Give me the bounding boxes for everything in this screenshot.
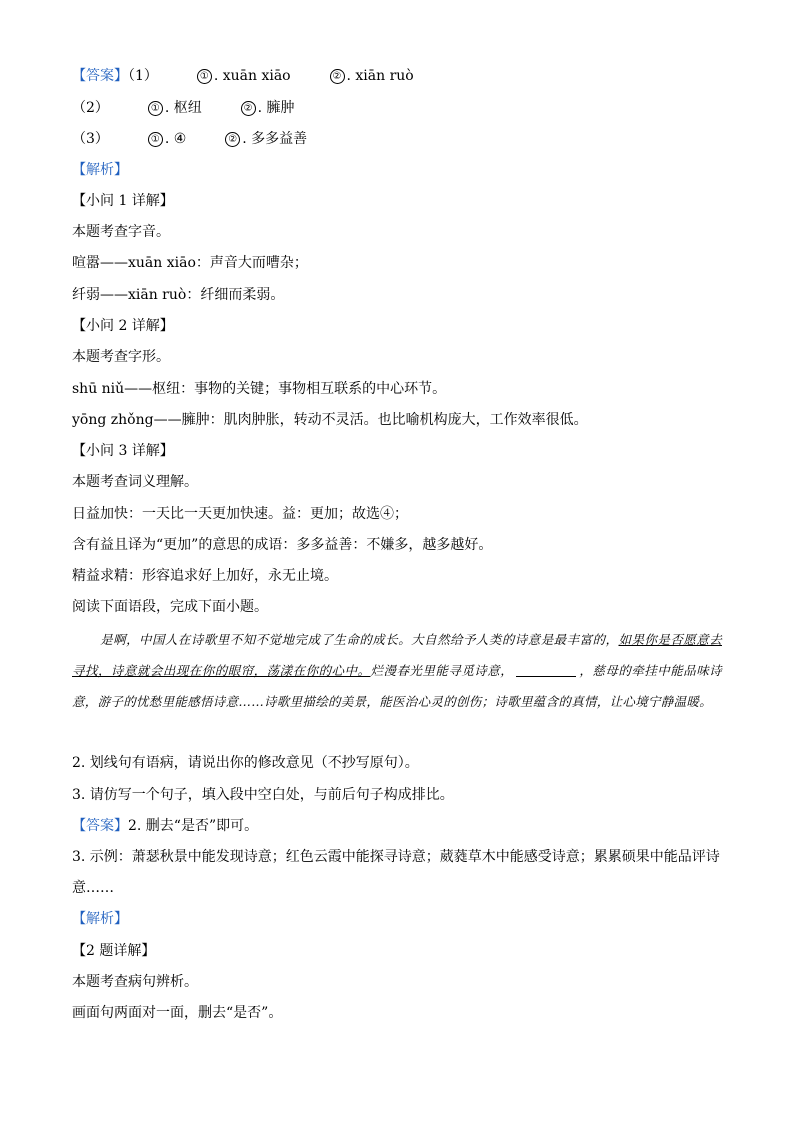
answer-text: 2. 删去“是否”即可。 <box>128 818 259 834</box>
underlined-sentence: 如果你是否愿意去寻找，诗意就会出现在你的眼帘，荡漾在你的心中。 <box>72 632 722 678</box>
question-number: （1） <box>128 68 158 84</box>
circled-number-2: ② <box>241 101 256 116</box>
answer-line-1 <box>72 67 414 85</box>
fill-in-blank <box>516 664 576 677</box>
circled-number-2: ② <box>330 69 345 84</box>
answer-line-2 <box>72 99 295 117</box>
passage-text: 烂漫春光里能寻觅诗意， <box>370 663 514 678</box>
answer-line <box>72 817 258 835</box>
circled-number-2: ② <box>225 132 240 147</box>
text-line: 本题考查病句辨析。 <box>72 974 198 990</box>
text-line: 含有益且译为“更加”的意思的成语：多多益善：不嫌多，越多越好。 <box>72 537 493 553</box>
answer-tag: 【答案】 <box>72 68 128 84</box>
text-line: 本题考查字音。 <box>72 224 170 240</box>
answer-tag: 【答案】 <box>72 818 128 834</box>
text-line: 画面句两面对一面，删去“是否”。 <box>72 1005 283 1021</box>
answer-option: . 枢纽 <box>164 100 202 116</box>
answer-text: 意…… <box>72 880 114 896</box>
answer-line-3 <box>72 130 307 148</box>
reading-intro: 阅读下面语段，完成下面小题。 <box>72 599 268 615</box>
text-line: yōng zhǒng——臃肿：肌肉肿胀，转动不灵活。也比喻机构庞大，工作效率很低。 <box>72 412 588 428</box>
answer-text: 3. 示例：萧瑟秋景中能发现诗意；红色云霞中能探寻诗意；葳蕤草木中能感受诗意；累累硕果中能品评诗 <box>72 849 720 865</box>
answer-option: . ④ <box>164 131 187 147</box>
answer-option: . xuān xiāo <box>213 68 291 84</box>
answer-option: . 臃肿 <box>257 100 295 116</box>
text-line: shū niǔ——枢纽：事物的关键；事物相互联系的中心环节。 <box>72 381 447 397</box>
answer-option: . 多多益善 <box>242 131 308 147</box>
answer-option: . xiān ruò <box>346 68 414 84</box>
text-line: 纤弱——xiān ruò：纤细而柔弱。 <box>72 287 285 303</box>
detail-heading: 【2 题详解】 <box>72 943 156 959</box>
circled-number-1: ① <box>197 69 212 84</box>
circled-number-1: ① <box>148 101 163 116</box>
circled-number-1: ① <box>148 132 163 147</box>
passage-text: ，慈母的牵挂中能品味诗意，游子的忧愁里能感悟诗意……诗歌里描绘的美景，能医治心灵的创伤；诗歌里蕴含的真情，让心境宁静温暖。 <box>72 663 722 709</box>
text-line: 本题考查字形。 <box>72 349 170 365</box>
text-line: 喧嚣——xuān xiāo：声音大而嘈杂； <box>72 255 308 271</box>
text-line: 本题考查词义理解。 <box>72 474 198 490</box>
detail-heading-1: 【小问 1 详解】 <box>72 193 174 209</box>
reading-passage <box>72 624 722 717</box>
text-line: 日益加快：一天比一天更加快速。益：更加；故选④； <box>72 506 408 522</box>
passage-text: 是啊，中国人在诗歌里不知不觉地完成了生命的成长。大自然给予人类的诗意是最丰富的， <box>100 632 619 647</box>
question-2: 2. 划线句有语病，请说出你的修改意见（不抄写原句）。 <box>72 755 419 771</box>
question-number: （2） <box>72 100 109 116</box>
analysis-tag: 【解析】 <box>72 911 128 927</box>
text-line: 精益求精：形容追求好上加好，永无止境。 <box>72 568 338 584</box>
detail-heading-2: 【小问 2 详解】 <box>72 318 174 334</box>
analysis-tag: 【解析】 <box>72 162 128 178</box>
question-3: 3. 请仿写一个句子，填入段中空白处，与前后句子构成排比。 <box>72 787 454 803</box>
question-number: （3） <box>72 131 109 147</box>
detail-heading-3: 【小问 3 详解】 <box>72 443 174 459</box>
